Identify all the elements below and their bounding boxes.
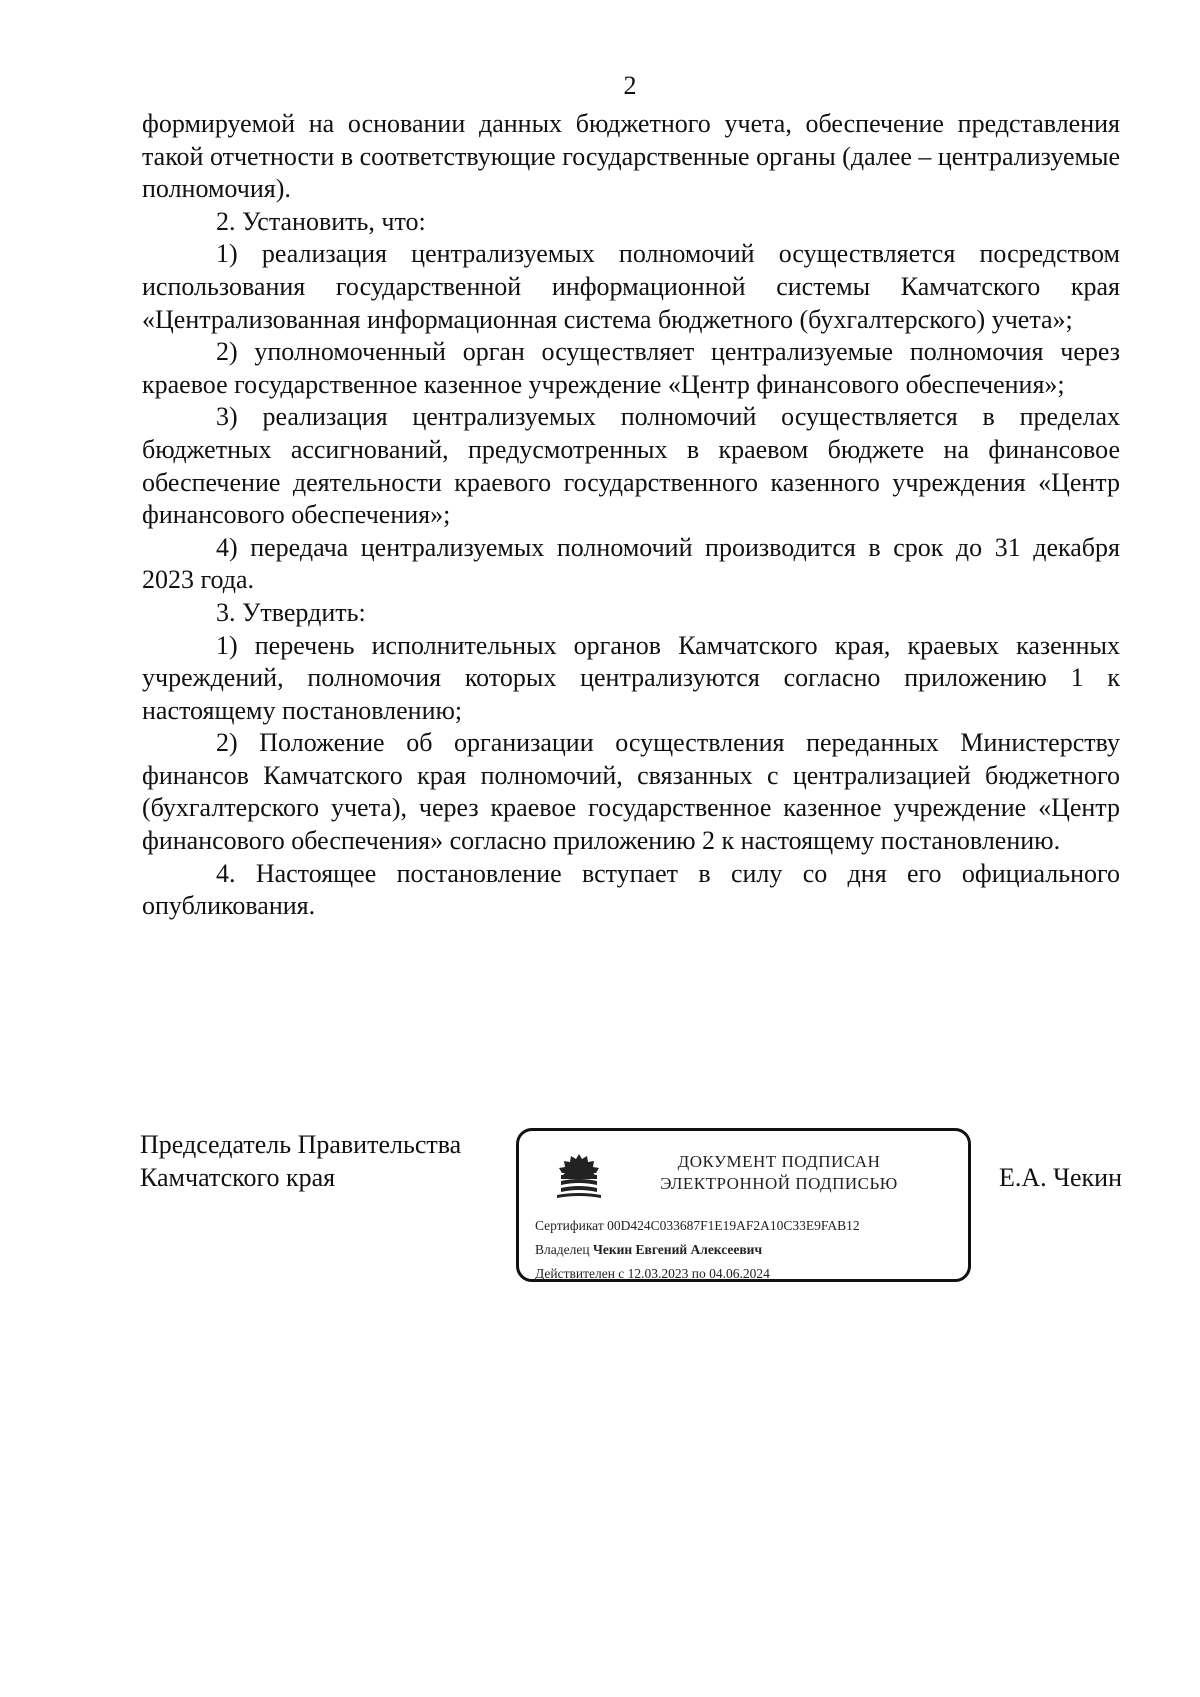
- paragraph: формируемой на основании данных бюджетного учета, обеспечение представления такой отчетности в соответствующие государственные органы (далее – централизуемые полномочия).: [142, 109, 1120, 204]
- owner-value: Чекин Евгений Алексеевич: [592, 1242, 763, 1257]
- owner-line: [535, 1241, 762, 1259]
- valid-from: 12.03.2023: [627, 1266, 689, 1281]
- paragraph: 2. Установить, что:: [216, 206, 426, 236]
- stamp-title-line: ЭЛЕКТРОННОЙ ПОДПИСЬЮ: [660, 1174, 898, 1193]
- signer-name: Е.А. Чекин: [998, 1163, 1122, 1192]
- paragraph: 1) перечень исполнительных органов Камчатского края, краевых казенных учреждений, полномочия которых централизуются согласно приложению 1 к настоящему постановлению;: [142, 630, 1120, 725]
- valid-to: 04.06.2024: [709, 1266, 770, 1281]
- paragraph: 3) реализация централизуемых полномочий осуществляется в пределах бюджетных ассигнований, предусмотренных в краевом бюджете на финансовое обеспечение деятельности краевого государственного казенного учреждения «Центр финансового обеспечения»;: [142, 402, 1120, 530]
- signer-position-line: Председатель Правительства: [140, 1130, 462, 1159]
- kamchatka-emblem-icon: [553, 1151, 605, 1201]
- owner-label: Владелец: [535, 1242, 590, 1257]
- valid-label: Действителен с: [535, 1266, 625, 1281]
- paragraph: 4) передача централизуемых полномочий производится в срок до 31 декабря 2023 года.: [142, 532, 1120, 595]
- paragraph: 2) Положение об организации осуществления переданных Министерству финансов Камчатского края полномочий, связанных с централизацией бюджетного (бухгалтерского учета), через краевое государственное казенное учреждение «Центр финансового обеспечения» согласно приложению 2 к настоящему постановлению.: [142, 728, 1120, 856]
- certificate-label: Сертификат: [535, 1218, 604, 1233]
- page-number: 2: [623, 71, 637, 100]
- electronic-signature-stamp: [516, 1128, 971, 1282]
- paragraph: 4. Настоящее постановление вступает в силу со дня его официального опубликования.: [142, 858, 1120, 921]
- validity-line: [535, 1265, 770, 1283]
- paragraph: 3. Утвердить:: [216, 597, 366, 627]
- certificate-line: [535, 1217, 860, 1235]
- signer-position-line: Камчатского края: [140, 1163, 336, 1192]
- stamp-title-line: ДОКУМЕНТ ПОДПИСАН: [677, 1152, 881, 1171]
- certificate-value: 00D424C033687F1E19AF2A10C33E9FAB12: [607, 1218, 860, 1233]
- signer-position: [140, 1128, 461, 1194]
- paragraph: 1) реализация централизуемых полномочий осуществляется посредством использования государственной информационной системы Камчатского края «Централизованная информационная система бюджетного (бухгалтерского) учета»;: [142, 239, 1120, 334]
- signature-block: [0, 1128, 1200, 1298]
- stamp-title: [629, 1151, 929, 1195]
- paragraph: 2) уполномоченный орган осуществляет централизуемые полномочия через краевое государственное казенное учреждение «Центр финансового обеспечения»;: [142, 337, 1120, 399]
- valid-to-label: по: [691, 1266, 706, 1281]
- document-body: [142, 108, 1120, 923]
